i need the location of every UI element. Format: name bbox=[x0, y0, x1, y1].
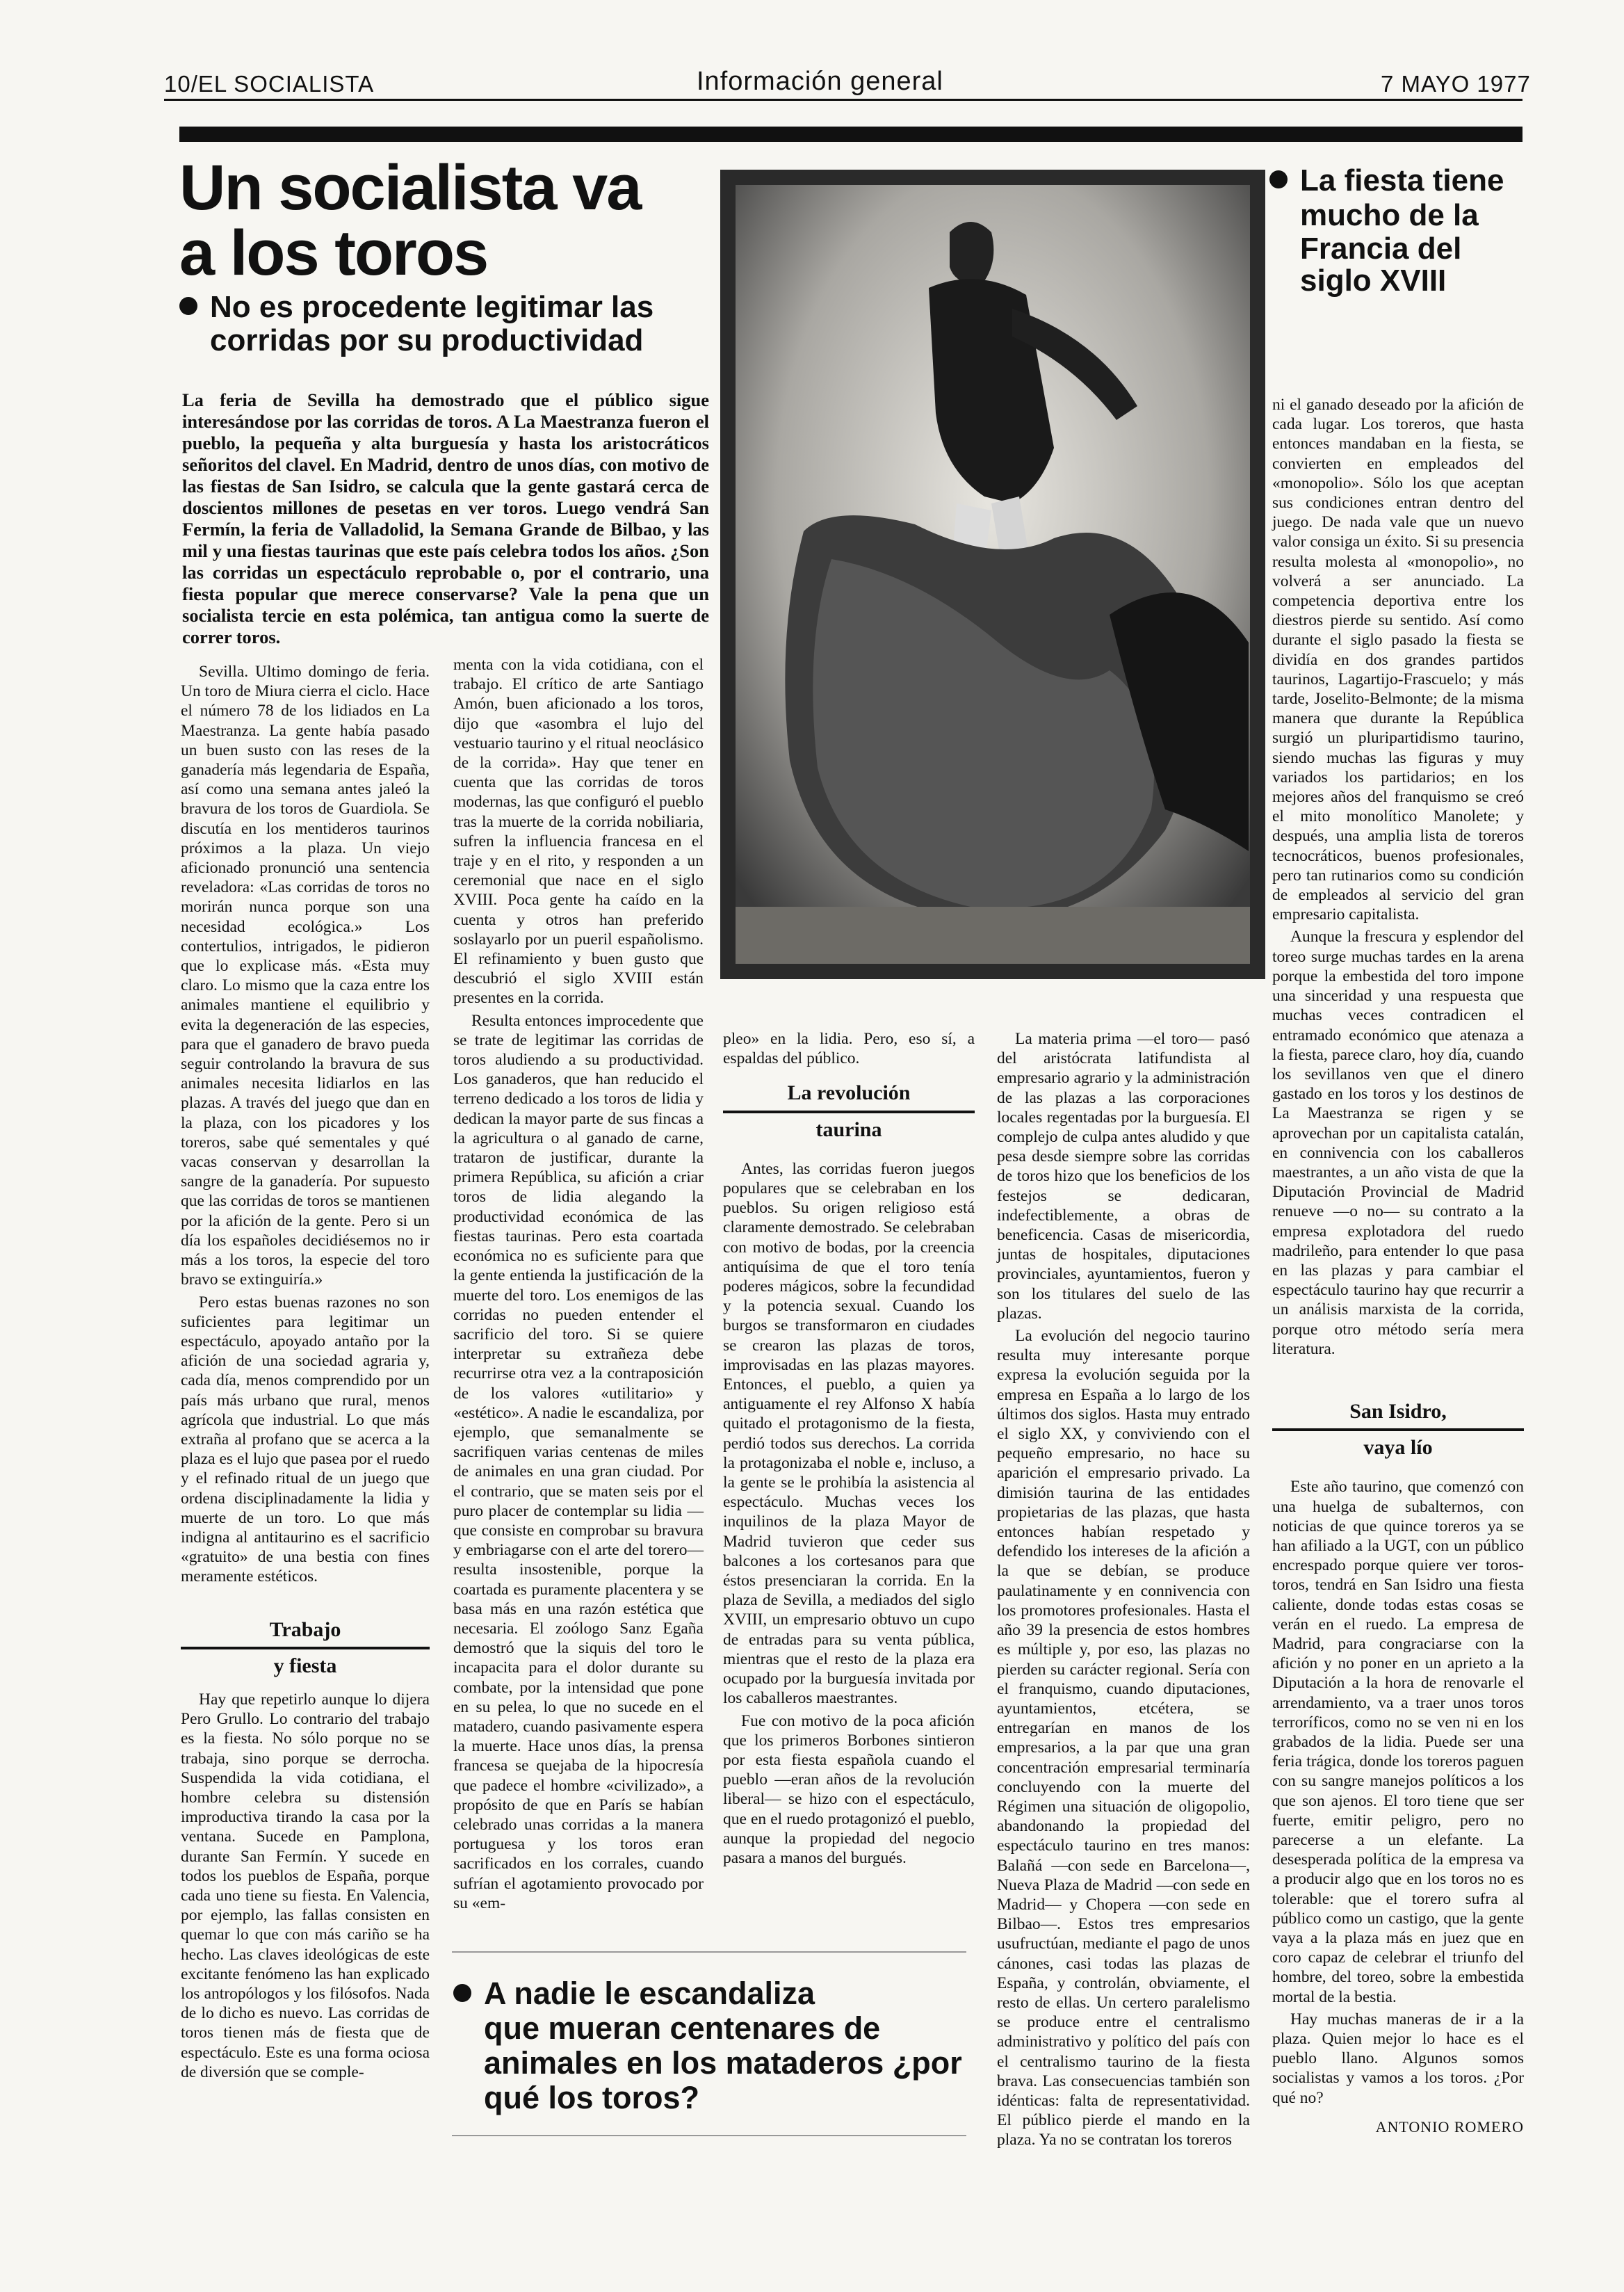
col1-paragraph-1: Sevilla. Ultimo domingo de feria. Un toro de Miura cierra el ciclo. Hace el número 78 de los lidiados en La Maestranza. La gente había pasado un buen susto con las reses de la ganadería más legendaria de España, así como una semana antes jaleó la bravura de los toros de Guardiola. Se discutía en los mentideros taurinos próximos a la plaza. Un viejo aficionado pronunció una sentencia reveladora: «Las corridas de toros no morirán nunca porque son una necesidad ecológica.» Los contertulios, intrigados, le pidieron que lo explicase más. «Esta muy claro. Lo mismo que la caza entre los animales mantiene el equilibrio y evita la degeneración de las especies, para que el ganadero de bravo pueda seguir controlando la bravura de sus animales necesita lidiarlos en las plazas. A través del juego que dan en la plaza, con los picadores y los toreros, sabe qué sementales y qué vacas conservan y desarrollan la sangre de la ganadería. Por supuesto que las corridas de toros se mantienen por la afición de la gente. Pero si un día los españoles decidiésemos no ir más a los toros, la especie del toro bravo se extinguiría.» bbox=[181, 663, 430, 1289]
col1-paragraph-3: Hay que repetirlo aunque lo dijera Pero Grullo. Lo contrario del trabajo es la fiesta. No sólo porque no se trabaja, sino porque se derrocha. Suspendida la vida cotidiana, el hombre celebra su distensión improductiva tirando la casa por la ventana. Sucede en Pamplona, durante San Fermín. Y sucede en todos los pueblos de España, porque cada uno tiene su fiesta. En Valencia, por ejemplo, las fallas consisten en quemar lo que con más cariño se ha hecho. Las claves ideológicas de este excitante fenómeno las han explicado los antropólogos y los filósofos. Nada de lo dicho es nuevo. Las corridas de toros tienen más de fiesta que de espectáculo. Este es una forma ociosa de diversión que se comple- bbox=[181, 1690, 430, 2081]
right-kicker-line-1 bbox=[1269, 164, 1504, 197]
bullet-icon bbox=[453, 1984, 471, 2002]
right-kicker-line-3: Francia del bbox=[1300, 232, 1462, 266]
author-signature: ANTONIO ROMERO bbox=[1375, 2117, 1524, 2136]
issue-date: 7 MAYO 1977 bbox=[1381, 71, 1531, 97]
right-kicker-line-4: siglo XVIII bbox=[1300, 264, 1447, 298]
col3-paragraph-0: pleo» en la lidia. Pero, eso sí, a espaldas del público. bbox=[723, 1030, 975, 1068]
kicker-text-1: No es procedente legitimar las bbox=[210, 290, 654, 324]
col3-subhead-2: taurina bbox=[815, 1117, 882, 1141]
pullquote-top-rule bbox=[452, 1951, 966, 1953]
col5-subhead-2: vaya lío bbox=[1363, 1436, 1433, 1460]
headline-line-1: Un socialista va bbox=[179, 152, 641, 223]
col5-paragraph-1: ni el ganado deseado por la afición de cada lugar. Los toreros, que hasta entonces mandaban en la fiesta, se convierten en empleados del «monopolio». Sólo los que aceptan sus condiciones entran dentro del juego. De nada vale que un nuevo valor consiga un éxito. Si su presencia resulta molesta al «monopolio», no volverá a ser anunciado. La competencia deportiva entre los diestros pierde su sentido. Así como durante el siglo pasado la fiesta se dividía en dos grandes partidos taurinos, Lagartijo-Frascuelo; y más tarde, Joselito-Belmonte; de la misma manera que durante la República surgió un pluripartidismo taurino, siendo muchas las figuras y muy variados los partidarios; en los mejores años del franquismo se creó el mito monolítico Manolete; y después, una amplia lista de toreros tecnocráticos, buenos profesionales, pero tan rutinarios como su condición de empleados al servicio del gran empresario capitalista. bbox=[1272, 396, 1524, 924]
page-number-section: 10/EL SOCIALISTA bbox=[164, 71, 375, 97]
pullquote-line-4: qué los toros? bbox=[484, 2080, 700, 2115]
header-rule bbox=[164, 99, 1522, 101]
pullquote-bottom-rule bbox=[452, 2135, 966, 2136]
bullet-icon bbox=[179, 297, 197, 315]
matador-image bbox=[720, 170, 1265, 979]
pullquote-text-1: A nadie le escandaliza bbox=[484, 1976, 815, 2011]
column-1 bbox=[181, 662, 430, 2085]
col4-paragraph-1: La materia prima —el toro— pasó del aristócrata latifundista al empresario agrario y la administración de las plazas a las corporaciones locales regentadas por la burguesía. El complejo de culpa antes aludido y que pesa desde siempre sobre las corridas de toros hizo que los beneficios de los festejos se dedicaran, indefectiblemente, a obras de beneficencia. Casas de misericordia, juntas de hospitales, diputaciones provinciales, ayuntamientos, fueron y son los titulares del suelo de las plazas. bbox=[997, 1030, 1250, 1323]
col1-subhead-1: Trabajo bbox=[269, 1617, 341, 1641]
column-2 bbox=[453, 655, 704, 1916]
top-bar bbox=[179, 127, 1522, 142]
bullet-icon bbox=[1269, 170, 1288, 188]
column-4 bbox=[997, 1029, 1250, 2153]
headline-line-2: a los toros bbox=[179, 218, 488, 289]
col5-paragraph-4: Hay muchas maneras de ir a la plaza. Quien mejor lo hace es el pueblo llano. Algunos somos socialistas y vamos a los toros. ¿Por qué no? bbox=[1272, 2010, 1524, 2107]
col3-subhead-rule bbox=[723, 1111, 975, 1113]
kicker-line-1 bbox=[179, 291, 653, 324]
col2-paragraph-2: Resulta entonces improcedente que se trate de legitimar las corridas de toros aludiendo a su productividad. Los ganaderos, que han reducido el terreno dedicado a los toros de lidia y dedican la mayor parte de sus fincas a la agricultura o al ganado de carne, trataron de justificar, durante la primera República, su afición a criar toros de lidia alegando la productividad económica de las fiestas taurinas. Pero esta coartada económica no es suficiente para que la gente entienda la justificación de la muerte del toro. Los enemigos de las corridas no pueden entender el sacrificio del toro. Si se quiere interpretar su extrañeza debe recurrirse otra vez a la contraposición de los valores «utilitario» y «estético». A nadie le escandaliza, por ejemplo, que semanalmente se sacrifiquen varias centenas de miles de animales en una gran ciudad. Por el contrario, que se maten seis por el puro placer de contemplar su lidia —que consiste en comprobar su bravura y embriagarse con el arte del torero— resulta insostenible, porque la coartada es puramente placentera y se basa más en una razón estética que necesaria. El zoólogo Sanz Egaña demostró que la siquis del toro le incapacita para el dolor durante su combate, por la intensidad que pone en su pelea, lo que no sucede en el matadero, cuando pasivamente espera la muerte. Hace unos días, la prensa francesa se quejaba de la hipocresía que padece el hombre «civilizado», a propósito de que en París se habían celebrado unas corridas a la manera portuguesa y los toros eran sacrificados en los corrales, cuando sufrían el agotamiento provocado por su «em- bbox=[453, 1011, 704, 1912]
col1-paragraph-2: Pero estas buenas razones no son suficientes para legitimar un espectáculo, apoyado antaño por la afición de una sociedad agraria y, cada día, menos comprendido por un país más urbano que rural, menos agrícola que industrial. Lo que más extraña al profano que se acerca a la plaza es el lujo que pasea por el ruedo y el refinado ritual de un juego que ordena disciplinadamente la lidia y muerte de un toro. Lo que más indigna al antitaurino es el sacrificio «gratuito» de una bestia con fines meramente estéticos. bbox=[181, 1293, 430, 1586]
pullquote-line-2: que mueran centenares de bbox=[484, 2010, 881, 2046]
pullquote-line-3: animales en los mataderos ¿por bbox=[484, 2045, 962, 2081]
col3-paragraph-1: Antes, las corridas fueron juegos populares que se celebraban en los pueblos. Su origen religioso está claramente demostrado. Se celebraban con motivo de bodas, por la creencia antiquísima de que el toro tenía poderes mágicos, sobre la fecundidad y la potencia sexual. Cuando los burgos se transformaron en ciudades se crearon las plazas de toros, improvisadas en las plazas mayores. Entonces, el pueblo, a quien ya antiguamente el rey Alfonso X había quitado el protagonismo de la fiesta, perdió todos sus derechos. La corrida la protagonizaba el noble e, incluso, a la gente se le prohibía la asistencia al espectáculo. Muchas veces los inquilinos de la plaza Mayor de Madrid tuvieron que ceder sus balcones a los cortesanos para que éstos presenciaran la corrida. En la plaza de Sevilla, a mediados del siglo XVIII, un empresario obtuvo un cupo de entradas para su venta pública, mientras que el resto de la plaza era ocupado por la burguesía invitada por los caballeros maestrantes. bbox=[723, 1159, 975, 1708]
right-kicker-text-1: La fiesta tiene bbox=[1300, 163, 1504, 197]
col1-subhead-rule bbox=[181, 1647, 430, 1649]
right-kicker-line-2: mucho de la bbox=[1300, 198, 1479, 232]
lead-paragraph: La feria de Sevilla ha demostrado que el público sigue interesándose por las corridas de toros. A La Maestranza fueron el pueblo, la pequeña y alta burguesía y hasta los aristocráticos señoritos del clavel. En Madrid, dentro de unos días, con motivo de las fiestas de San Isidro, se calcula que la gente gastará cerca de doscientos millones de pesetas en ver toros. Luego vendrá San Fermín, la feria de Valladolid, la Semana Grande de Bilbao, y las mil y una fiestas taurinas que este país celebra todos los años. ¿Son las corridas un espectáculo reprobable o, por el contrario, una fiesta popular que merece conservarse? Vale la pena que un socialista tercie en esta polémica, tan antigua como la suerte de correr toros. bbox=[182, 389, 709, 647]
column-3 bbox=[723, 1029, 975, 1871]
section-title: Información general bbox=[697, 67, 943, 96]
col2-paragraph-1: menta con la vida cotidiana, con el trabajo. El crítico de arte Santiago Amón, buen aficionado a los toros, dijo que «asombra el lujo del vestuario taurino y el ritual neoclásico de la corrida». Hay que tener en cuenta que las corridas de toros modernas, las que configuró el pueblo tras la muerte de la corrida nobiliaria, sufren la influencia francesa en el traje y en el rito, y responden a un ceremonial que nace en el siglo XVIII. Poca gente ha caído en la cuenta y otros han preferido soslayarlo por un pueril españolismo. El refinamiento y buen gusto que descubrió el siglo XVIII están presentes en la corrida. bbox=[453, 656, 704, 1008]
col3-paragraph-2: Fue con motivo de la poca afición que los primeros Borbones sintieron por esta fiesta española cuando el pueblo —eran años de la revolución liberal— se hizo con el espectáculo, que en el ruedo protagonizó el pueblo, aunque la propiedad del negocio pasara a manos del burgués. bbox=[723, 1711, 975, 1867]
column-5 bbox=[1272, 395, 1524, 2137]
col1-subhead-2: y fiesta bbox=[273, 1654, 337, 1677]
pullquote-line-1 bbox=[453, 1976, 815, 2011]
col5-subhead-rule bbox=[1272, 1428, 1524, 1431]
kicker-line-2: corridas por su productividad bbox=[210, 323, 644, 357]
col5-paragraph-2: Aunque la frescura y esplendor del toreo surge muchas tardes en la arena porque la embestida del toro impone una sinceridad y una respuesta que muchas veces contradicen el entramado económico que atenaza a la fiesta, parece claro, hoy día, cuando los sevillanos ven que el dinero gastado en los toros y los destinos de La Maestranza se rigen y se aprovechan por un capitalista catalán, en connivencia con los caballeros maestrantes, a un año vista de que la Diputación Provincial de Madrid renueve —o no— su contrato a la empresa explotadora del ruedo madrileño, para entender lo que pasa en las plazas y para cambiar el espectáculo taurino hay que recurrir a un análisis marxista de la corrida, porque otro método sería mera literatura. bbox=[1272, 928, 1524, 1358]
col5-subhead-1: San Isidro, bbox=[1349, 1399, 1447, 1423]
col5-paragraph-3: Este año taurino, que comenzó con una huelga de subalternos, con noticias de que quince toreros ya se han afiliado a la UGT, con un público encrespado porque quiere ver toros-toros, tendrá en San Isidro una fiesta caliente, donde todas estas cosas se verán en el ruedo. La empresa de Madrid, para congraciarse con la afición y no poner en un aprieto a la Diputación a la hora de renovarle el arrendamiento, va a traer unos toros terroríficos, como no se ven ni en los grabados de la lidia. Puede ser una feria trágica, donde los toreros paguen con su sangre manejos políticos a los que son ajenos. El toro tiene que ser fuerte, emitir peligro, pero no parecerse a un elefante. La desesperada política de la empresa va a producir algo que en los toros no es tolerable: que el torero sufra al público como un castigo, que la gente vaya a la plaza más en juez que en coro capaz de celebrar el triunfo del hombre, del toreo, sobre la embestida mortal de la bestia. bbox=[1272, 1478, 1524, 2006]
bullfighter-photo bbox=[720, 170, 1265, 979]
col4-paragraph-2: La evolución del negocio taurino resulta muy interesante porque expresa la evolución seguida por la empresa en España a lo largo de los últimos dos siglos. Hasta muy entrado el siglo XX, y conviviendo con el pequeño empresario, no hace su aparición el empresario privado. La dimisión taurina de las entidades propietarias de las plazas, que hasta entonces habían respetado y defendido los intereses de la afición a la que se debían, se produce paulatinamente y en connivencia con los promotores profesionales. Hasta el año 39 la presencia de estos hombres es múltiple y, por eso, las plazas no pierden su carácter regional. Sería con el franquismo, cuando diputaciones, ayuntamientos, etcétera, se entregarían en manos de los empresarios, a la par que una gran concentración empresarial terminaría concluyendo con la muerte del Régimen una situación de oligopolio, abandonando la propiedad del espectáculo taurino en tres manos: Balañá —con sede en Barcelona—, Nueva Plaza de Madrid —con sede en Madrid— y Chopera —con sede en Bilbao—. Estos tres empresarios usufructúan, mediante el pago de unos cánones, casi todas las plazas de España, y controlán, obviamente, el resto de ellas. Un certero paralelismo se produce entre el centralismo administrativo y político del país con el centralismo taurino de la fiesta brava. Las consecuencias también son idénticas: falta de representatividad. El público pierde el mando en la plaza. Ya no se contratan los toreros bbox=[997, 1327, 1250, 2149]
col3-subhead-1: La revolución bbox=[787, 1081, 911, 1105]
